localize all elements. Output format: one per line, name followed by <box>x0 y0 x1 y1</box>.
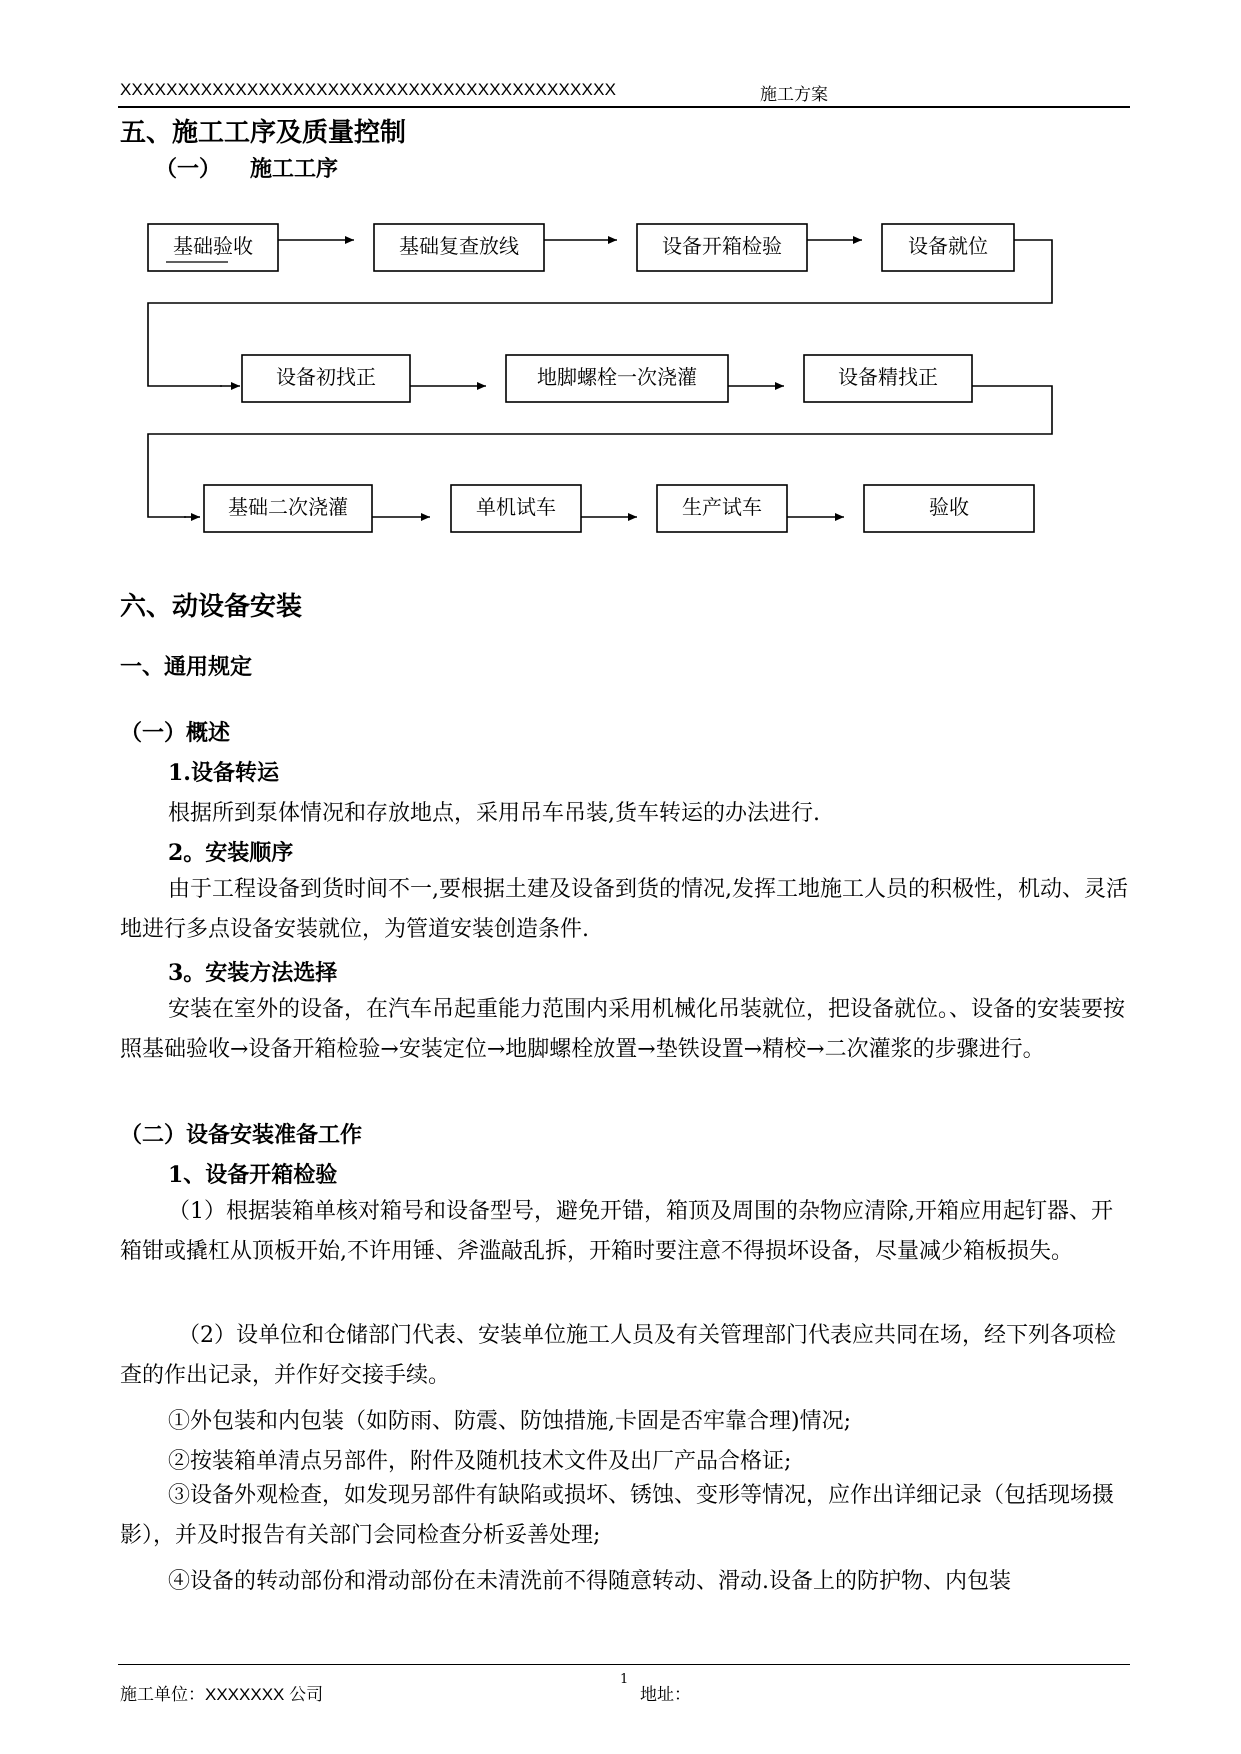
item-2-title: 2。安装顺序 <box>168 840 294 866</box>
paragraph-unpacking-2: （2）设单位和仓储部门代表、安装单位施工人员及有关管理部门代表应共同在场，经下列各项检查的作出记录，并作好交接手续。 <box>120 1323 1117 1388</box>
check-item-1: ①外包装和内包装（如防雨、防震、防蚀措施,卡固是否牢靠合理)情况; <box>168 1409 851 1434</box>
header-rule <box>118 106 1130 108</box>
footer-rule <box>118 1664 1130 1665</box>
footer-company: 施工单位：XXXXXXX 公司 <box>120 1685 324 1704</box>
flow-label: 设备开箱检验 <box>662 234 782 258</box>
check-item-4: ④设备的转动部份和滑动部份在未清洗前不得随意转动、滑动.设备上的防护物、内包装 <box>168 1569 1011 1594</box>
footer-address: 地址： <box>640 1685 691 1704</box>
flow-label: 基础复查放线 <box>399 234 519 258</box>
flow-label: 基础验收 <box>173 234 253 258</box>
flow-label: 生产试车 <box>682 495 762 519</box>
flow-label: 基础二次浇灌 <box>228 495 348 519</box>
flow-label: 设备就位 <box>908 234 988 258</box>
prep-item-1-title: 1、设备开箱检验 <box>168 1162 338 1188</box>
overview-heading: （一）概述 <box>120 720 231 746</box>
flow-label: 地脚螺栓一次浇灌 <box>537 365 697 389</box>
check-item-3: ③设备外观检查，如发现另部件有缺陷或损坏、锈蚀、变形等情况，应作出详细记录（包括现场摄影），并及时报告有关部门会同检查分析妥善处理; <box>120 1483 1115 1548</box>
paragraph-unpacking-1: （1）根据装箱单核对箱号和设备型号，避免开错，箱顶及周围的杂物应清除,开箱应用起钉器、开箱钳或撬杠从顶板开始,不许用锤、斧滥敲乱拆，开箱时要注意不得损坏设备，尽量减少箱板损失。 <box>120 1199 1113 1264</box>
page-number: 1 <box>620 1672 629 1687</box>
item-2-text: 由于工程设备到货时间不一,要根据土建及设备到货的情况,发挥工地施工人员的积极性，机动、灵活地进行多点设备安装就位，为管道安装创造条件. <box>120 877 1128 942</box>
check-item-2: ②按装箱单清点另部件，附件及随机技术文件及出厂产品合格证; <box>168 1449 792 1474</box>
item-1-title: 1.设备转运 <box>168 760 279 786</box>
section-5-sub-number: （一） <box>155 156 222 182</box>
header-doc-type: 施工方案 <box>760 85 828 104</box>
section-6-title: 六、动设备安装 <box>120 592 303 622</box>
header-project-name: XXXXXXXXXXXXXXXXXXXXXXXXXXXXXXXXXXXXXXXXXXX <box>120 80 617 99</box>
flow-label: 单机试车 <box>476 495 556 519</box>
flow-label: 设备精找正 <box>838 365 938 389</box>
flow-label: 设备初找正 <box>276 365 376 389</box>
item-3-text: 安装在室外的设备，在汽车吊起重能力范围内采用机械化吊装就位，把设备就位。、设备的安装要按照基础验收→设备开箱检验→安装定位→地脚螺栓放置→垫铁设置→精校→二次灌浆的步骤进行。 <box>120 997 1126 1062</box>
item-1-text: 根据所到泵体情况和存放地点，采用吊车吊装,货车转运的办法进行. <box>168 801 820 826</box>
preparation-heading: （二）设备安装准备工作 <box>120 1122 363 1148</box>
section-5-sub-title: 施工工序 <box>250 156 339 182</box>
section-5-title: 五、施工工序及质量控制 <box>120 118 407 148</box>
item-3-title: 3。安装方法选择 <box>168 960 338 986</box>
flow-label: 验收 <box>929 495 969 519</box>
general-rules-heading: 一、通用规定 <box>120 654 253 680</box>
